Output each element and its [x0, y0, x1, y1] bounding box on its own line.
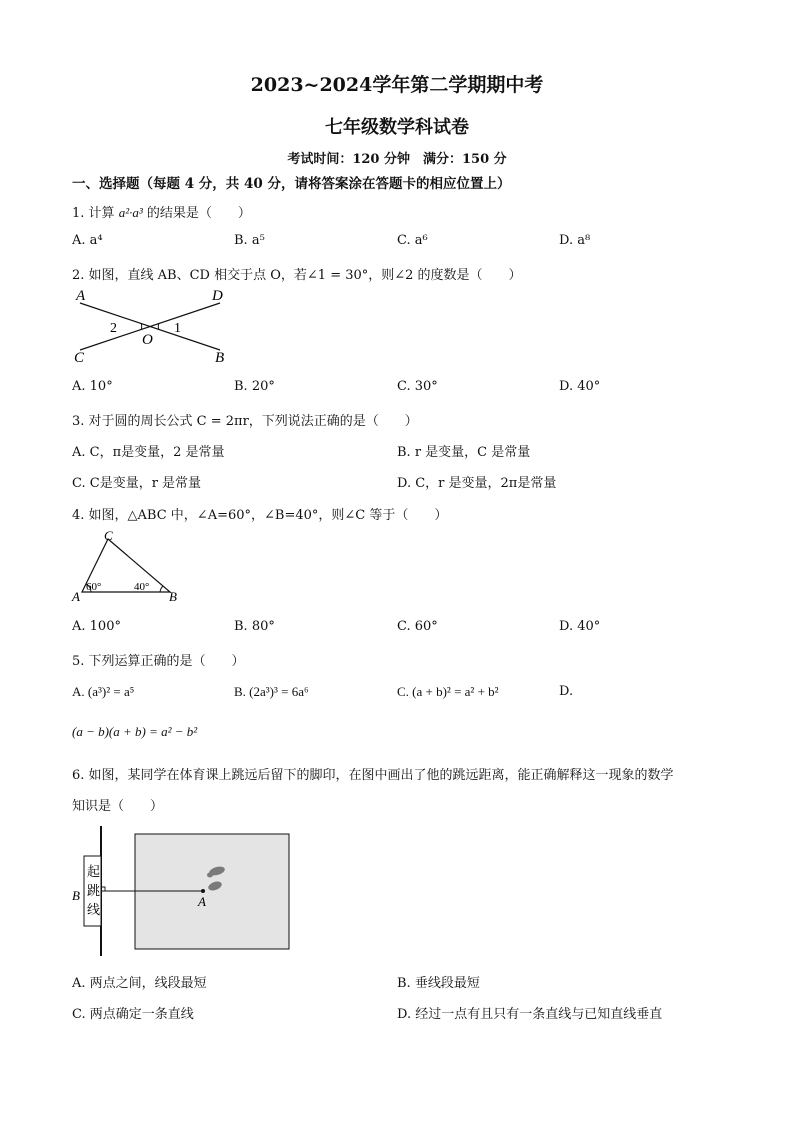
q4-option-a[interactable]: A. 100° — [72, 619, 121, 634]
q3-stem: 3. 对于圆的周长公式 C = 2πr，下列说法正确的是（ ） — [72, 414, 418, 429]
label-angle-b: 40° — [134, 581, 150, 593]
label-b: B — [215, 350, 225, 366]
q3-option-b[interactable]: B. r 是变量，C 是常量 — [397, 445, 531, 460]
q5-option-d-expression[interactable]: (a − b)(a + b) = a² − b² — [72, 724, 198, 739]
label-angle-a: 60° — [86, 581, 102, 593]
label-c: C — [74, 350, 85, 366]
q5-option-b[interactable]: B. (2a³)³ = 6a⁶ — [234, 684, 309, 699]
angle-2-arc — [141, 323, 142, 330]
q6-option-b[interactable]: B. 垂线段最短 — [397, 976, 480, 991]
takeoff-char-1: 起 — [87, 864, 101, 879]
q4-option-d[interactable]: D. 40° — [559, 619, 601, 634]
q5-option-a[interactable]: A. (a³)² = a⁵ — [72, 684, 135, 699]
exam-title: 2023~2024学年第二学期期中考 — [250, 74, 544, 96]
q6-stem-line2: 知识是（ ） — [72, 799, 164, 814]
q1-option-d[interactable]: D. a⁸ — [559, 233, 591, 248]
label-c: C — [104, 528, 113, 543]
q5-option-d[interactable]: D. — [559, 684, 574, 699]
label-a: A — [72, 589, 80, 604]
q1-option-c[interactable]: C. a⁶ — [397, 233, 428, 248]
q2-option-b[interactable]: B. 20° — [234, 379, 275, 394]
q2-option-d[interactable]: D. 40° — [559, 379, 601, 394]
q1-option-a[interactable]: A. a⁴ — [72, 233, 103, 248]
q4-option-c[interactable]: C. 60° — [397, 619, 438, 634]
label-b: B — [72, 888, 80, 903]
q3-option-d[interactable]: D. C，r 是变量，2π是常量 — [397, 476, 557, 491]
section-heading: 一、选择题（每题 4 分，共 40 分，请将答案涂在答题卡的相应位置上） — [72, 176, 511, 192]
q1-stem — [72, 202, 251, 221]
q4-stem: 4. 如图，△ABC 中，∠A=60°，∠B=40°，则∠C 等于（ ） — [72, 508, 448, 523]
q4-option-b[interactable]: B. 80° — [234, 619, 275, 634]
q6-long-jump-figure — [70, 826, 295, 958]
q3-option-a[interactable]: A. C，π是变量，2 是常量 — [72, 445, 225, 460]
q6-option-a[interactable]: A. 两点之间，线段最短 — [72, 976, 207, 991]
label-o: O — [142, 332, 153, 348]
takeoff-char-2: 跳 — [87, 883, 101, 898]
q6-stem-line1: 6. 如图，某同学在体育课上跳远后留下的脚印，在图中画出了他的跳远距离，能正确解释这一现象的数学 — [72, 768, 674, 783]
exam-info: 考试时间：120 分钟 满分：150 分 — [287, 152, 507, 167]
q6-option-c[interactable]: C. 两点确定一条直线 — [72, 1007, 194, 1022]
q4-triangle-figure — [70, 530, 190, 604]
footprint-heel-icon — [207, 873, 213, 878]
label-angle-2: 2 — [110, 321, 117, 336]
q3-option-c[interactable]: C. C是变量，r 是常量 — [72, 476, 202, 491]
label-a: A — [76, 288, 86, 304]
q2-option-c[interactable]: C. 30° — [397, 379, 438, 394]
q5-option-c[interactable]: C. (a + b)² = a² + b² — [397, 684, 499, 699]
angle-b-arc — [160, 586, 163, 592]
q2-option-a[interactable]: A. 10° — [72, 379, 113, 394]
q5-stem: 5. 下列运算正确的是（ ） — [72, 654, 245, 669]
q1-expression: a²·a³ — [118, 205, 143, 220]
label-angle-1: 1 — [174, 321, 181, 336]
q1-option-b[interactable]: B. a⁵ — [234, 233, 265, 248]
exam-subtitle: 七年级数学科试卷 — [325, 117, 469, 138]
point-a — [201, 889, 205, 893]
q2-intersecting-lines-figure — [70, 286, 240, 366]
q1-stem-prefix: 1. 计算 — [72, 206, 115, 221]
takeoff-char-3: 线 — [87, 902, 101, 917]
q6-option-d[interactable]: D. 经过一点有且只有一条直线与已知直线垂直 — [397, 1007, 663, 1022]
angle-1-arc — [158, 323, 159, 330]
label-a: A — [198, 894, 206, 909]
label-b: B — [169, 589, 177, 604]
label-d: D — [212, 288, 223, 304]
q1-stem-suffix: 的结果是（ ） — [146, 206, 251, 221]
q2-stem: 2. 如图，直线 AB、CD 相交于点 O，若∠1 = 30°，则∠2 的度数是（ ） — [72, 268, 522, 283]
